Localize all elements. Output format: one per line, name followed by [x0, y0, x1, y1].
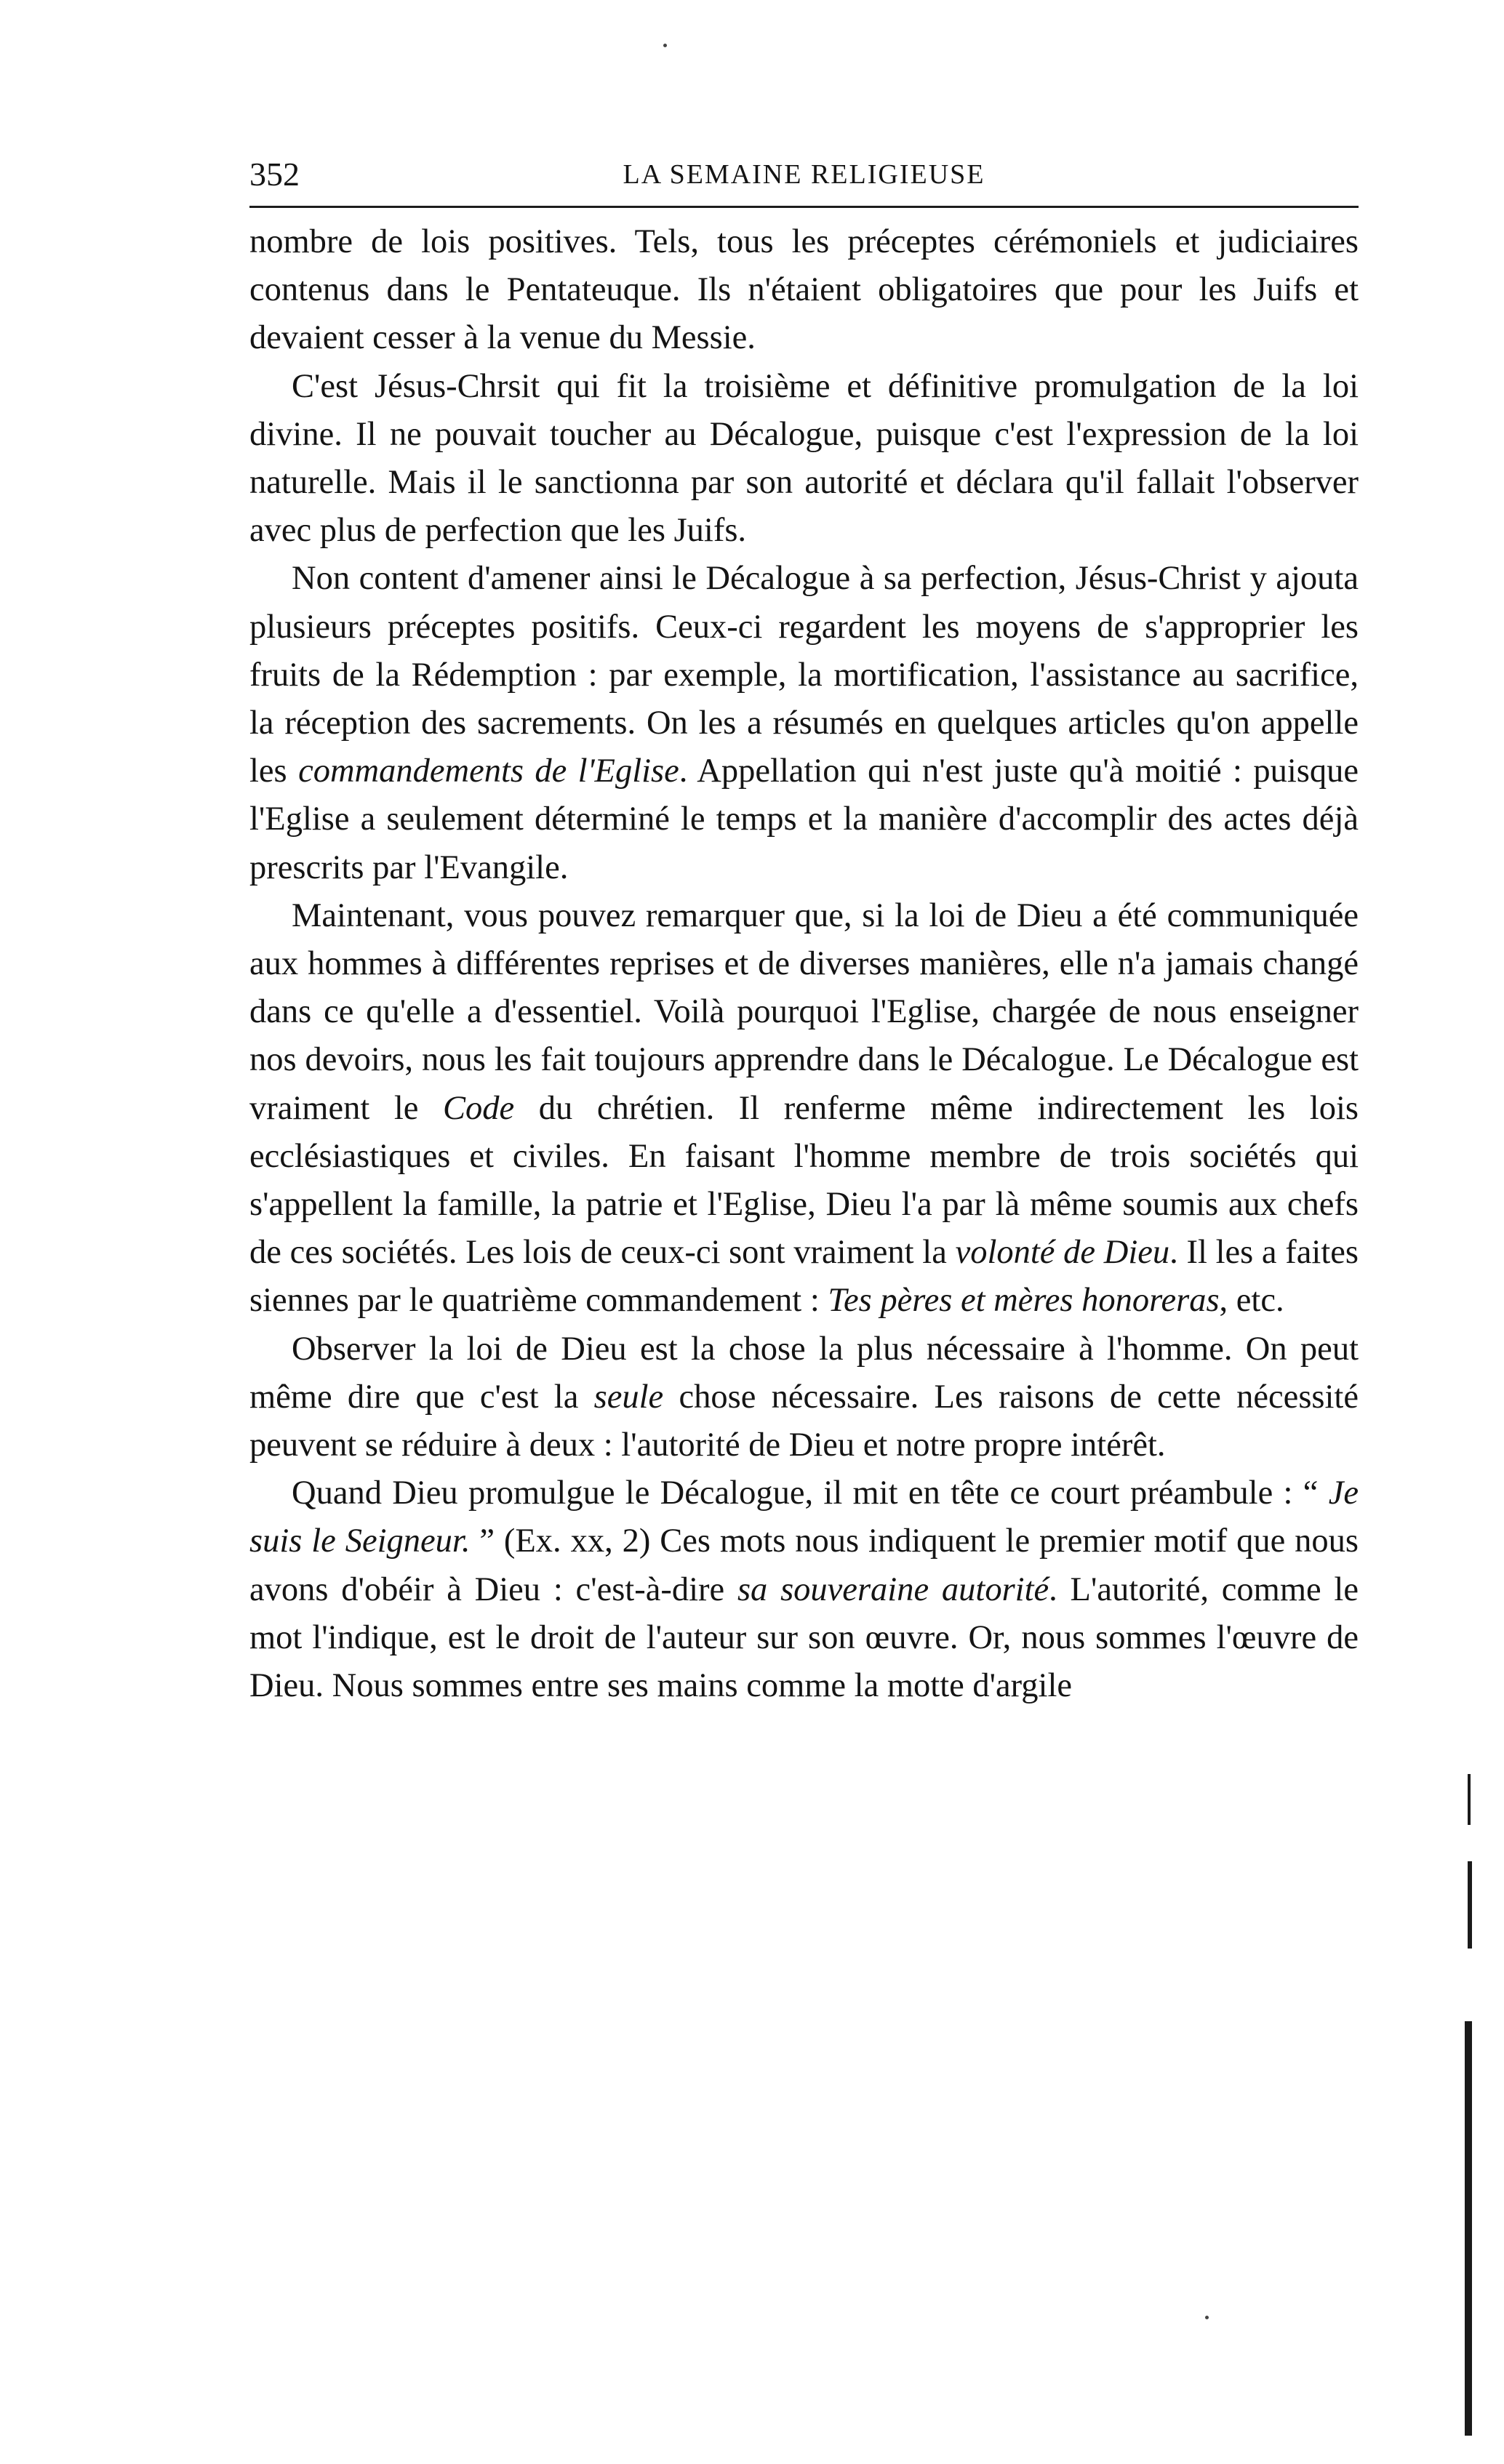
paragraph-4: [249, 892, 1359, 1325]
paragraph-3-text-a: Non content d'amener ainsi le Décalogue à sa perfection, Jésus-Christ y ajouta plusieurs préceptes positifs. Ceux-ci regardent les moyens de s'approprier les fruits de la Rédemption : par exemple, la mortification, l'assistance au sacrifice, la réception des sacrements. On les a résumés en quelques articles qu'on appelle les: [249, 560, 1359, 790]
paragraph-5-text-a: Observer la loi de Dieu est la chose la plus nécessaire à l'homme. On peut même dire que c'est la: [249, 1330, 1359, 1416]
paragraph-1: nombre de lois positives. Tels, tous les préceptes cérémoniels et judiciaires contenus dans le Pentateuque. Ils n'étaient obligatoires que pour les Juifs et devaient cesser à la venue du Messie.: [249, 223, 1359, 357]
scan-edge-mark-lower: [1465, 2021, 1472, 2436]
paragraph-6-text-b: ” (Ex. xx, 2) Ces mots nous indiquent le premier motif que nous avons d'obéir à Dieu : c'est-à-dire: [249, 1522, 1359, 1608]
body-text: [249, 218, 1359, 2392]
paragraph-4-text-b: du chrétien. Il renferme même indirectement les lois ecclésiastiques et civiles. En faisant l'homme membre de trois sociétés qui s'appellent la famille, la patrie et l'Eglise, Dieu l'a par là même soumis aux chefs de ces sociétés. Les lois de ceux-ci sont vraiment la: [249, 1089, 1359, 1272]
paragraph-5-italic-seule: seule: [593, 1378, 664, 1416]
paragraph-3: [249, 555, 1359, 891]
paragraph-5-text-b: chose nécessaire. Les raisons de cette nécessité peuvent se réduire à deux : l'autorité de Dieu et notre propre intérêt.: [249, 1378, 1359, 1464]
page-header: [249, 149, 1359, 200]
paragraph-3-text-b: . Appellation qui n'est juste qu'à moitié : puisque l'Eglise a seulement déterminé le temps et la manière d'accomplir des actes déjà prescrits par l'Evangile.: [249, 753, 1359, 886]
paragraph-2: C'est Jésus-Chrsit qui fit la troisième et définitive promulgation de la loi divine. Il ne pouvait toucher au Décalogue, puisque c'est l'expression de la loi naturelle. Mais il le sanctionna par son autorité et déclara qu'il fallait l'observer avec plus de perfection que les Juifs.: [249, 367, 1359, 550]
paragraph-6-italic-seigneur: Je suis le Seigneur.: [249, 1474, 1359, 1560]
paragraph-6-text-a: Quand Dieu promulgue le Décalogue, il mit en tête ce court préambule : “: [292, 1474, 1329, 1512]
paragraph-3-italic-commandements: commandements de l'Eglise: [298, 753, 679, 790]
paragraph-4-italic-volonte: volonté de Dieu: [955, 1234, 1170, 1272]
paragraph-6-italic-autorite: sa souveraine autorité: [737, 1570, 1049, 1608]
paragraph-6-text-c: . L'autorité, comme le mot l'indique, est le droit de l'auteur sur son œuvre. Or, nous sommes l'œuvre de Dieu. Nous sommes entre ses mains comme la motte d'argile: [249, 1570, 1359, 1705]
scan-edge-mark-upper: [1468, 1774, 1471, 1825]
paragraph-6: [249, 1469, 1359, 1710]
paragraph-4-text-c: . Il les a faites siennes par le quatrième commandement :: [249, 1234, 1359, 1320]
paragraph-4-text-d: , etc.: [1219, 1282, 1284, 1320]
running-title: LA SEMAINE RELIGIEUSE: [623, 159, 985, 190]
paragraph-4-text-a: Maintenant, vous pouvez remarquer que, si la loi de Dieu a été communiquée aux hommes à différentes reprises et de diverses manières, elle n'a jamais changé dans ce qu'elle a d'essentiel. Voilà pourquoi l'Eglise, chargée de nous enseigner nos devoirs, nous les fait toujours apprendre dans le Décalogue. Le Décalogue est vraiment le: [249, 896, 1359, 1127]
scan-speck-top: [663, 44, 667, 47]
scan-edge-mark-middle: [1468, 1861, 1472, 1949]
paragraph-4-italic-quote: Tes pères et mères honoreras: [828, 1282, 1220, 1320]
page-number: 352: [249, 156, 300, 193]
paragraph-5: [249, 1325, 1359, 1470]
paragraph-4-italic-code: Code: [443, 1089, 515, 1127]
scan-speck-bottom: [1205, 2316, 1209, 2319]
header-rule: [249, 206, 1359, 208]
